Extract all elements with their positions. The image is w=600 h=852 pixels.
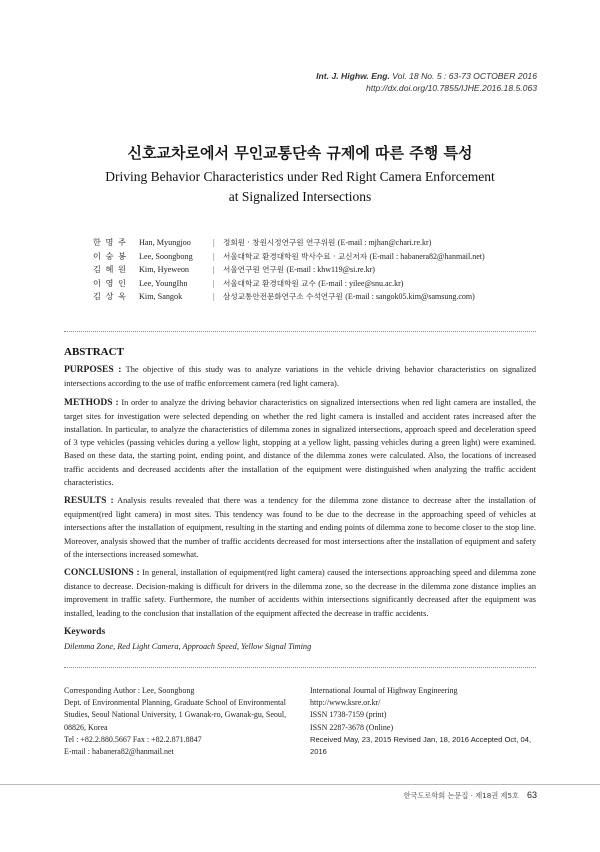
divider: | bbox=[213, 265, 215, 274]
author-affiliation: 서울연구원 연구원 (E-mail : khw119@si.re.kr) bbox=[223, 265, 375, 274]
abstract-heading: ABSTRACT bbox=[64, 346, 124, 358]
journal-abbrev: Int. J. Highw. Eng. bbox=[316, 71, 390, 81]
author-email: (E-mail : khw119@si.re.kr) bbox=[286, 265, 375, 274]
divider: | bbox=[213, 251, 215, 261]
author-name-en: Lee, Soongbong bbox=[139, 251, 193, 261]
corresponding-author-block bbox=[64, 685, 300, 758]
author-email: (E-mail : habanera82@hanmail.net) bbox=[369, 251, 485, 261]
conclusions-paragraph bbox=[64, 566, 536, 620]
author-affiliation: 서울대학교 환경대학원 교수 (E-mail : yilee@snu.ac.kr) bbox=[223, 278, 404, 288]
issn-online: ISSN 2287-3678 (Online) bbox=[310, 722, 394, 732]
journal-name: International Journal of Highway Engineering bbox=[310, 686, 458, 695]
title-korean: 신호교차로에서 무인교통단속 규제에 따른 주행 특성 bbox=[127, 144, 473, 162]
journal-info-block bbox=[310, 685, 540, 758]
author-name-en: Han, Myungjoo bbox=[139, 238, 191, 247]
author-email: (E-mail : yilee@snu.ac.kr) bbox=[318, 278, 404, 288]
purposes-label: PURPOSES : bbox=[64, 365, 122, 376]
keywords-heading: Keywords bbox=[64, 626, 106, 637]
page-footer bbox=[404, 790, 537, 801]
purposes-paragraph bbox=[64, 363, 536, 390]
page-number: 63 bbox=[526, 790, 537, 800]
author-email-footer: E-mail : habanera82@hanmail.net bbox=[64, 747, 174, 757]
methods-paragraph bbox=[64, 396, 536, 489]
conclusions-label: CONCLUSIONS : bbox=[64, 568, 140, 579]
journal-url[interactable]: http://www.ksre.or.kr/ bbox=[310, 698, 381, 708]
section-divider-bottom bbox=[64, 667, 536, 668]
author-name-ko: 한 명 주 bbox=[93, 237, 127, 247]
author-phone: Tel : +82.2.880.5667 Fax : +82.2.871.8847 bbox=[64, 734, 202, 744]
received-dates: Received May, 23, 2015 Revised Jan, 18, 2016 Accepted Oct, 04, 2016 bbox=[310, 734, 532, 757]
author-row bbox=[93, 277, 485, 291]
divider: | bbox=[213, 278, 215, 288]
keywords-list: Dilemma Zone, Red Light Camera, Approach Speed, Yellow Signal Timing bbox=[64, 642, 312, 652]
author-name-ko: 김 상 옥 bbox=[93, 291, 127, 301]
methods-label: METHODS : bbox=[64, 397, 119, 408]
page-footer-rule bbox=[0, 784, 600, 785]
author-name-ko: 이 숭 봉 bbox=[93, 250, 127, 261]
results-text: Analysis results revealed that there was a tendency for the dilemma zone distance to decrease after the installation of equipment(red light camera) in most sites. This tendency was found to be due to the decrease in the approaching speed of vehicles at intersections after the installation of equipment, resulting in the starting and ending points of dilemma zone to become closer to the stop line. Moreover, analysis showed that the number of traffic accidents decreased for most intersections after the installation of equipment and safety of the intersections increased somewhat. bbox=[64, 496, 536, 559]
author-affiliation: 정회원 · 창원시정연구원 연구위원 (E-mail : mjhan@chari.re.kr) bbox=[223, 238, 432, 247]
divider: | bbox=[213, 292, 215, 301]
author-row bbox=[93, 263, 485, 277]
divider: | bbox=[213, 238, 215, 247]
author-row bbox=[93, 250, 485, 264]
author-row bbox=[93, 236, 485, 250]
author-name-ko: 이 영 인 bbox=[93, 277, 127, 288]
title-english bbox=[0, 167, 600, 207]
journal-header bbox=[316, 70, 537, 94]
abstract-section bbox=[64, 346, 536, 653]
volume-info: Vol. 18 No. 5 : 63-73 OCTOBER 2016 bbox=[389, 71, 537, 81]
author-name-ko: 김 혜 원 bbox=[93, 264, 127, 274]
issn-print: ISSN 1738-7159 (print) bbox=[310, 710, 387, 720]
results-label: RESULTS : bbox=[64, 496, 114, 507]
results-paragraph bbox=[64, 494, 536, 561]
author-email: (E-mail : mjhan@chari.re.kr) bbox=[337, 238, 432, 247]
author-name-en: Kim, Hyeweon bbox=[139, 265, 190, 274]
author-name-en: Kim, Sangok bbox=[139, 292, 183, 301]
title-english-line-1: Driving Behavior Characteristics under Red Right Camera Enforcement bbox=[105, 169, 495, 184]
corresponding-author: Corresponding Author : Lee, Soongbong bbox=[64, 686, 195, 695]
author-dept: Dept. of Environmental Planning, Graduate School of Environmental bbox=[64, 698, 286, 708]
author-email: (E-mail : sangok05.kim@samsung.com) bbox=[345, 292, 475, 301]
author-address: Studies, Seoul National University, 1 Gwanak-ro, Gwanak-gu, Seoul, bbox=[64, 710, 287, 720]
section-divider-top bbox=[64, 331, 536, 332]
author-postcode: 08826, Korea bbox=[64, 722, 108, 732]
title-english-line-2: at Signalized Intersections bbox=[228, 189, 372, 204]
author-list bbox=[93, 236, 485, 304]
conclusions-text: In general, installation of equipment(red light camera) caused the intersections approaching speed and dilemma zone distance to decrease. Decision-making is difficult for drivers in the dilemma zone, so the decrease in the dilemma zone distance implies an improvement in traffic safety. Furthermore, the number of accidents within intersections significantly decreased after the equipment was installed, leading to the conclusion that installation of the equipment affected the decrease in traffic accidents. bbox=[64, 568, 536, 618]
author-affiliation: 서울대학교 환경대학원 박사수료 · 교신저자 (E-mail : habanera82@hanmail.net) bbox=[223, 251, 485, 261]
author-affiliation: 삼성교통안전문화연구소 수석연구원 (E-mail : sangok05.kim@samsung.com) bbox=[223, 292, 475, 301]
author-name-en: Lee, YoungIhn bbox=[139, 278, 188, 288]
footer-journal-ko: 한국도로학회 논문집 · 제18권 제5호 bbox=[403, 791, 519, 800]
purposes-text: The objective of this study was to analyze variations in the vehicle driving behavior characteristics on signalized intersections according to the use of traffic enforcement camera (red light camera). bbox=[64, 365, 536, 389]
doi-link[interactable]: http://dx.doi.org/10.7855/IJHE.2016.18.5.063 bbox=[365, 83, 537, 93]
author-row bbox=[93, 290, 485, 304]
methods-text: In order to analyze the driving behavior characteristics on signalized intersections when red light camera are installed, the target sites for investigation were selected depending on whether the red light camera is installed and accident rates increased after the installation. In particular, to analyze the characteristics of dilemma zones in signalized intersections, approach speed and deceleration speed of 3 type vehicles (passing vehicles during a yellow light, stopping at a yellow light, passing vehicles during a green light) were examined. Based on these data, the starting point, ending point, and distance of the dilemma zones were calculated. Also, the locations of increased traffic accidents and decreased accidents after the installation of the equipment were distinguished when analyzing the traffic accident characteristics. bbox=[64, 397, 536, 487]
